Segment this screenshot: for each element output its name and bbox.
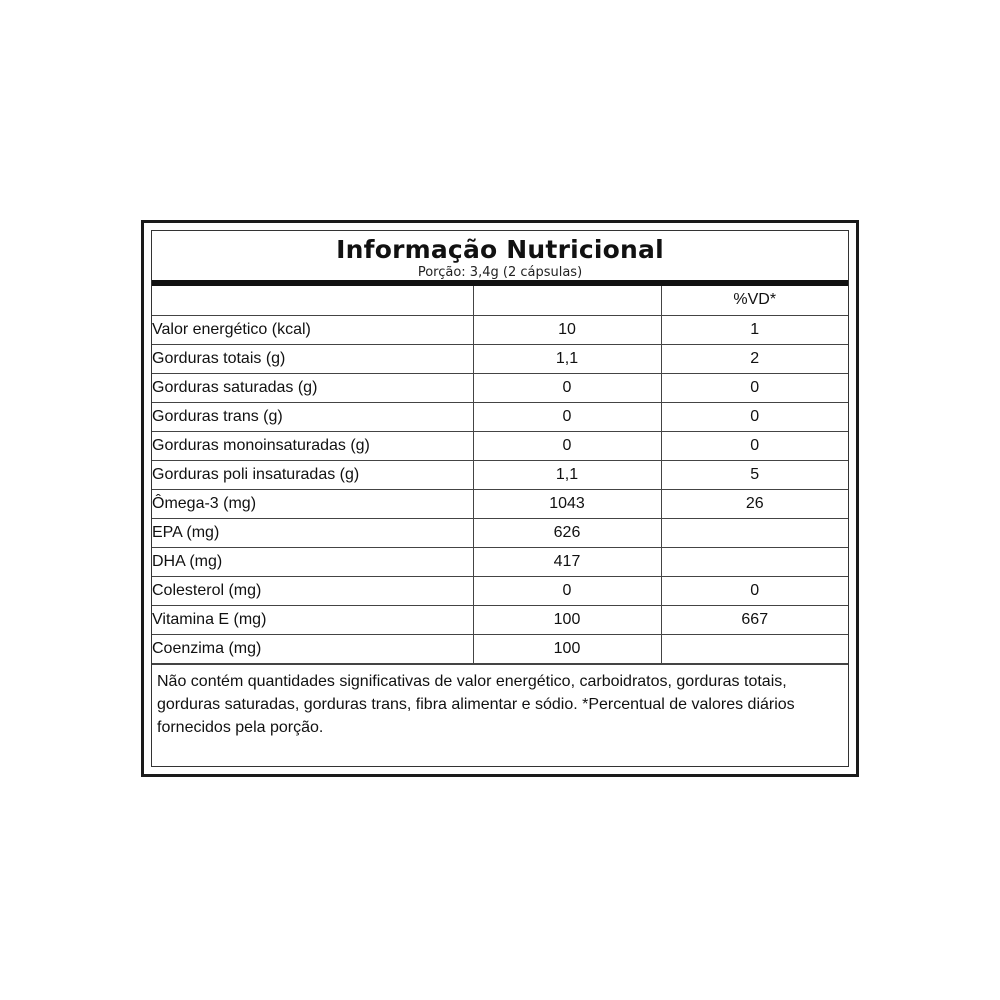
amount-cell: 1,1: [473, 460, 661, 489]
nutrient-label: Colesterol (mg): [152, 576, 473, 605]
table-row: [152, 547, 848, 576]
daily-value-cell: 0: [661, 402, 848, 431]
amount-cell: 1043: [473, 489, 661, 518]
amount-cell: 1,1: [473, 344, 661, 373]
daily-value-cell: [661, 547, 848, 576]
amount-cell: 10: [473, 315, 661, 344]
table-row: [152, 605, 848, 634]
daily-value-cell: 1: [661, 315, 848, 344]
column-header-amount: [473, 286, 661, 315]
table-row: [152, 431, 848, 460]
table-body: [152, 315, 848, 663]
nutrition-table: [152, 286, 848, 664]
column-header-dv: %VD*: [661, 286, 848, 315]
nutrient-label: Vitamina E (mg): [152, 605, 473, 634]
daily-value-cell: 26: [661, 489, 848, 518]
amount-cell: 100: [473, 605, 661, 634]
amount-cell: 626: [473, 518, 661, 547]
footnote: Não contém quantidades significativas de valor energético, carboidratos, gorduras totais, gorduras saturadas, gorduras trans, fibra alimentar e sódio. *Percentual de valores diários fornecidos pela porção.: [152, 664, 848, 739]
nutrient-label: EPA (mg): [152, 518, 473, 547]
nutrient-label: Gorduras poli insaturadas (g): [152, 460, 473, 489]
nutrient-label: Gorduras trans (g): [152, 402, 473, 431]
nutrient-label: Gorduras saturadas (g): [152, 373, 473, 402]
title-block: [152, 231, 848, 286]
daily-value-cell: 2: [661, 344, 848, 373]
table-row: [152, 576, 848, 605]
nutrition-facts-panel: [141, 220, 859, 777]
amount-cell: 0: [473, 373, 661, 402]
column-header-nutrient: [152, 286, 473, 315]
amount-cell: 0: [473, 576, 661, 605]
daily-value-cell: 667: [661, 605, 848, 634]
nutrient-label: Ômega-3 (mg): [152, 489, 473, 518]
daily-value-cell: [661, 518, 848, 547]
nutrient-label: DHA (mg): [152, 547, 473, 576]
nutrient-label: Gorduras totais (g): [152, 344, 473, 373]
daily-value-cell: 0: [661, 431, 848, 460]
daily-value-cell: 0: [661, 373, 848, 402]
amount-cell: 0: [473, 402, 661, 431]
nutrient-label: Coenzima (mg): [152, 634, 473, 663]
daily-value-cell: 0: [661, 576, 848, 605]
table-row: [152, 315, 848, 344]
nutrient-label: Gorduras monoinsaturadas (g): [152, 431, 473, 460]
nutrition-facts-inner-border: [151, 230, 849, 767]
table-row: [152, 489, 848, 518]
amount-cell: 0: [473, 431, 661, 460]
table-row: [152, 402, 848, 431]
table-row: [152, 634, 848, 663]
serving-size: Porção: 3,4g (2 cápsulas): [417, 265, 583, 280]
daily-value-cell: 5: [661, 460, 848, 489]
table-row: [152, 344, 848, 373]
amount-cell: 100: [473, 634, 661, 663]
nutrient-label: Valor energético (kcal): [152, 315, 473, 344]
daily-value-cell: [661, 634, 848, 663]
page-title: Informação Nutricional: [336, 235, 664, 264]
table-row: [152, 518, 848, 547]
amount-cell: 417: [473, 547, 661, 576]
table-row: [152, 460, 848, 489]
table-row: [152, 373, 848, 402]
table-header-row: [152, 286, 848, 315]
